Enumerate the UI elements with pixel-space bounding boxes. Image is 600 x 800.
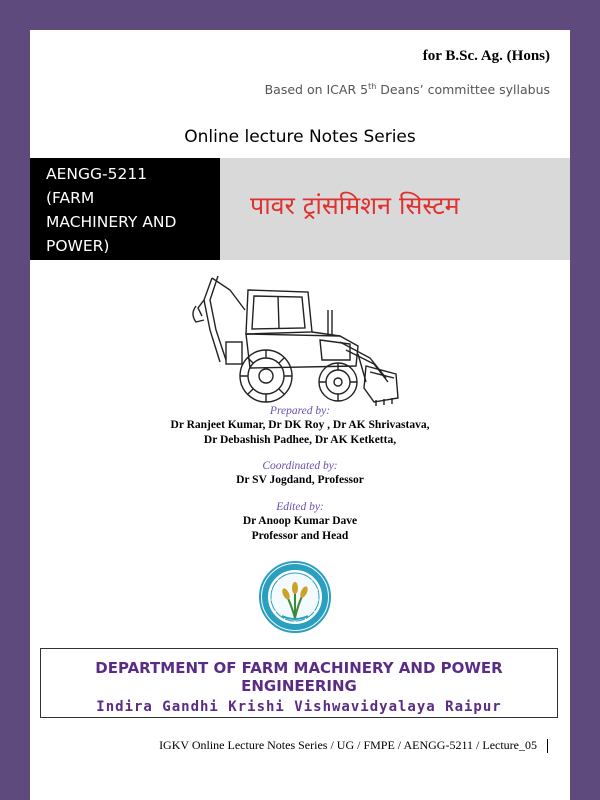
edited-names-1: Dr Anoop Kumar Dave [242,515,358,527]
footer [159,738,548,753]
footer-text: IGKV Online Lecture Notes Series / UG / FMPE / AENGG-5211 / Lecture_05 [159,738,537,752]
course-line-2: (FARM [46,189,95,207]
department-name: DEPARTMENT OF FARM MACHINERY AND POWER ENGINEERING [95,659,503,695]
course-code-box [30,158,220,260]
coordinated-section [30,459,570,488]
edited-section [30,500,570,544]
university-name: Indira Gandhi Krishi Vishwavidyalaya Raipur [96,699,502,715]
topic-box [220,158,570,260]
series-title: Online lecture Notes Series [184,127,416,147]
course-line-3: MACHINERY AND [46,213,177,231]
prepared-label: Prepared by: [269,405,331,417]
edited-label: Edited by: [276,501,324,513]
prepared-names-1: Dr Ranjeet Kumar, Dr DK Roy , Dr AK Shrivastava, [170,419,430,431]
syllabus-pre: Based on ICAR 5 [264,82,369,98]
topic-title: पावर ट्रांसमिशन सिस्टम [250,191,460,220]
syllabus-post: Deans’ committee syllabus [376,82,550,98]
prepared-section [30,404,570,448]
edited-names-2: Professor and Head [251,530,349,542]
prepared-names-2: Dr Debashish Padhee, Dr AK Ketketta, [203,434,397,446]
cover-page [30,30,570,800]
university-emblem-logo [258,560,332,634]
backhoe-loader-tractor-illustration [190,270,400,410]
syllabus-line [265,82,550,97]
coordinated-names: Dr SV Jogdand, Professor [236,474,364,486]
syllabus-sup: th [368,82,377,91]
department-box [40,648,558,718]
degree-label: for B.Sc. Ag. (Hons) [422,48,550,64]
course-line-1: AENGG-5211 [46,165,148,183]
course-line-4: POWER) [46,237,110,255]
footer-divider [547,739,548,753]
coordinated-label: Coordinated by: [262,460,338,472]
